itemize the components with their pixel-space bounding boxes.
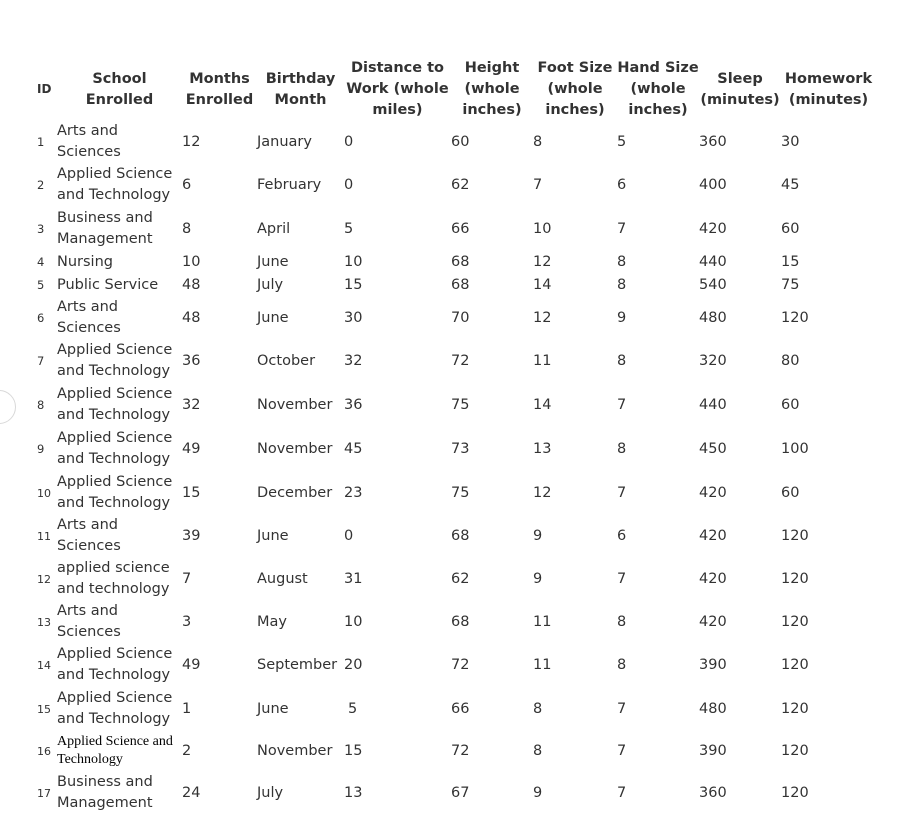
cell-sleep: 440 xyxy=(699,396,727,413)
cell-birthday: August xyxy=(257,570,308,587)
table-row xyxy=(37,771,876,815)
cell-distance: 0 xyxy=(344,133,354,150)
cell-sleep: 420 xyxy=(699,220,727,237)
cell-height: 72 xyxy=(451,742,470,759)
table-row xyxy=(37,557,876,601)
cell-sleep: 420 xyxy=(699,527,727,544)
cell-distance: 0 xyxy=(344,527,354,544)
cell-sleep: 480 xyxy=(699,309,727,326)
table-row xyxy=(37,121,876,163)
data-table xyxy=(37,58,876,815)
cell-sleep: 540 xyxy=(699,277,727,293)
header-row xyxy=(37,58,876,121)
cell-hand: 9 xyxy=(617,309,627,326)
cell-homework: 120 xyxy=(781,656,809,673)
cell-distance: 15 xyxy=(344,742,363,759)
cell-distance: 10 xyxy=(344,254,363,270)
cell-id: 17 xyxy=(37,786,51,800)
cell-homework: 120 xyxy=(781,613,809,630)
cell-sleep: 360 xyxy=(699,133,727,150)
cell-school: Business and Management xyxy=(57,210,153,247)
cell-height: 72 xyxy=(451,352,470,369)
cell-birthday: June xyxy=(257,700,289,717)
header-hand: Hand Size (whole inches) xyxy=(617,60,699,118)
cell-homework: 60 xyxy=(781,220,800,237)
cell-height: 72 xyxy=(451,656,470,673)
cell-height: 67 xyxy=(451,784,470,801)
cell-months: 15 xyxy=(182,484,201,501)
cell-height: 68 xyxy=(451,613,470,630)
cell-foot: 14 xyxy=(533,396,552,413)
cell-hand: 7 xyxy=(617,742,627,759)
cell-hand: 7 xyxy=(617,220,627,237)
cell-school: Arts and Sciences xyxy=(57,603,121,640)
cell-hand: 7 xyxy=(617,570,627,587)
cell-foot: 8 xyxy=(533,133,543,150)
cell-height: 62 xyxy=(451,176,470,193)
cell-birthday: June xyxy=(257,254,289,270)
cell-hand: 8 xyxy=(617,277,627,293)
cell-school: Applied Science and Technology xyxy=(57,430,173,467)
cell-foot: 9 xyxy=(533,784,543,801)
cell-height: 70 xyxy=(451,309,470,326)
cell-months: 32 xyxy=(182,396,201,413)
header-months: Months Enrolled xyxy=(185,70,254,108)
cell-distance: 32 xyxy=(344,352,363,369)
cell-birthday: September xyxy=(257,656,338,673)
cell-school: Nursing xyxy=(57,254,113,270)
cell-distance: 15 xyxy=(344,277,363,293)
cell-homework: 15 xyxy=(781,254,800,270)
cell-homework: 100 xyxy=(781,440,809,457)
cell-birthday: January xyxy=(257,133,312,150)
table-row xyxy=(37,515,876,557)
cell-birthday: December xyxy=(257,484,333,501)
cell-height: 66 xyxy=(451,700,470,717)
table-row xyxy=(37,601,876,643)
cell-months: 48 xyxy=(182,277,201,293)
table-row xyxy=(37,251,876,274)
cell-school: Applied Science and Technology xyxy=(57,690,173,727)
cell-birthday: May xyxy=(257,613,287,630)
cell-school: Arts and Sciences xyxy=(57,299,121,336)
table-row xyxy=(37,383,876,427)
cell-sleep: 390 xyxy=(699,742,727,759)
cell-height: 68 xyxy=(451,527,470,544)
cell-hand: 6 xyxy=(617,176,627,193)
cell-months: 12 xyxy=(182,133,201,150)
cell-foot: 12 xyxy=(533,484,552,501)
table-body xyxy=(37,121,876,815)
cell-sleep: 440 xyxy=(699,254,727,270)
cell-foot: 8 xyxy=(533,700,543,717)
header-height: Height (whole inches) xyxy=(462,60,522,118)
cell-distance: 23 xyxy=(344,484,363,501)
cell-height: 60 xyxy=(451,133,470,150)
cell-hand: 7 xyxy=(617,700,627,717)
cell-foot: 9 xyxy=(533,570,543,587)
cell-school: Public Service xyxy=(57,277,159,293)
cell-birthday: July xyxy=(257,784,284,801)
cell-homework: 120 xyxy=(781,570,809,587)
cell-distance: 0 xyxy=(344,176,354,193)
cell-months: 6 xyxy=(182,176,192,193)
cell-school: Applied Science and Technology xyxy=(57,734,173,767)
cell-id: 16 xyxy=(37,744,51,758)
cell-height: 68 xyxy=(451,254,470,270)
cell-school: Applied Science and Technology xyxy=(57,342,173,379)
cell-foot: 7 xyxy=(533,176,543,193)
cell-foot: 8 xyxy=(533,742,543,759)
cell-months: 8 xyxy=(182,220,192,237)
table-row xyxy=(37,731,876,771)
cell-birthday: October xyxy=(257,352,316,369)
cell-sleep: 420 xyxy=(699,484,727,501)
cell-distance: 20 xyxy=(344,656,363,673)
cell-school: Applied Science and Technology xyxy=(57,386,173,423)
header-id: ID xyxy=(37,82,52,96)
cell-months: 10 xyxy=(182,254,201,270)
header-school: School Enrolled xyxy=(85,70,154,108)
cell-months: 49 xyxy=(182,440,201,457)
cell-months: 49 xyxy=(182,656,201,673)
cell-birthday: February xyxy=(257,176,322,193)
cell-id: 5 xyxy=(37,278,45,292)
cell-distance: 13 xyxy=(344,784,363,801)
cell-id: 8 xyxy=(37,397,45,412)
cell-hand: 8 xyxy=(617,254,627,270)
cell-birthday: June xyxy=(257,527,289,544)
cell-id: 7 xyxy=(37,353,45,368)
cell-months: 48 xyxy=(182,309,201,326)
cell-id: 11 xyxy=(37,529,51,543)
cell-birthday: November xyxy=(257,396,333,413)
cell-homework: 60 xyxy=(781,484,800,501)
cell-distance: 5 xyxy=(348,700,358,717)
table-row xyxy=(37,163,876,207)
cell-birthday: June xyxy=(257,309,289,326)
table-row xyxy=(37,207,876,251)
cell-height: 75 xyxy=(451,396,470,413)
cell-id: 10 xyxy=(37,486,51,500)
cell-school: Business and Management xyxy=(57,774,153,811)
cell-months: 24 xyxy=(182,784,201,801)
cell-birthday: November xyxy=(257,440,333,457)
cell-height: 75 xyxy=(451,484,470,501)
cell-sleep: 360 xyxy=(699,784,727,801)
cell-foot: 11 xyxy=(533,352,552,369)
table-row xyxy=(37,687,876,731)
header-sleep: Sleep (minutes) xyxy=(700,70,780,108)
cell-height: 73 xyxy=(451,440,470,457)
table-row xyxy=(37,339,876,383)
cell-height: 66 xyxy=(451,220,470,237)
cell-months: 1 xyxy=(182,700,192,717)
cell-school: Arts and Sciences xyxy=(57,517,121,554)
header-distance: Distance to Work (whole miles) xyxy=(346,60,449,118)
cell-birthday: November xyxy=(257,742,333,759)
scroll-handle[interactable] xyxy=(0,390,16,424)
cell-hand: 8 xyxy=(617,440,627,457)
cell-id: 2 xyxy=(37,177,45,192)
cell-sleep: 420 xyxy=(699,570,727,587)
cell-homework: 45 xyxy=(781,176,800,193)
cell-foot: 11 xyxy=(533,613,552,630)
cell-school: Applied Science and Technology xyxy=(57,166,173,203)
cell-height: 68 xyxy=(451,277,470,293)
cell-foot: 9 xyxy=(533,527,543,544)
table-row xyxy=(37,427,876,471)
table-row xyxy=(37,471,876,515)
cell-id: 3 xyxy=(37,221,45,236)
cell-birthday: April xyxy=(257,220,291,237)
cell-hand: 8 xyxy=(617,613,627,630)
table-row xyxy=(37,274,876,297)
cell-months: 2 xyxy=(182,742,192,759)
cell-hand: 5 xyxy=(617,133,627,150)
cell-distance: 10 xyxy=(344,613,363,630)
header-homework: Homework (minutes) xyxy=(784,70,873,108)
table-row xyxy=(37,643,876,687)
cell-hand: 8 xyxy=(617,656,627,673)
cell-foot: 11 xyxy=(533,656,552,673)
cell-hand: 7 xyxy=(617,396,627,413)
cell-sleep: 480 xyxy=(699,700,727,717)
cell-foot: 14 xyxy=(533,277,552,293)
cell-id: 15 xyxy=(37,702,51,716)
cell-homework: 75 xyxy=(781,277,800,293)
cell-foot: 12 xyxy=(533,309,552,326)
cell-birthday: July xyxy=(257,277,284,293)
cell-id: 4 xyxy=(37,255,45,269)
header-foot: Foot Size (whole inches) xyxy=(537,60,613,118)
cell-hand: 8 xyxy=(617,352,627,369)
cell-months: 36 xyxy=(182,352,201,369)
cell-id: 12 xyxy=(37,572,51,586)
cell-id: 9 xyxy=(37,441,45,456)
cell-school: Applied Science and Technology xyxy=(57,474,173,511)
table-row xyxy=(37,297,876,339)
cell-distance: 30 xyxy=(344,309,363,326)
cell-months: 7 xyxy=(182,570,192,587)
cell-foot: 13 xyxy=(533,440,552,457)
cell-id: 13 xyxy=(37,615,51,629)
cell-months: 3 xyxy=(182,613,192,630)
cell-distance: 45 xyxy=(344,440,363,457)
cell-id: 14 xyxy=(37,658,51,672)
cell-id: 1 xyxy=(37,134,45,149)
cell-homework: 120 xyxy=(781,309,809,326)
cell-sleep: 390 xyxy=(699,656,727,673)
cell-distance: 36 xyxy=(344,396,363,413)
cell-homework: 30 xyxy=(781,133,800,150)
cell-school: Applied Science and Technology xyxy=(57,646,173,683)
cell-hand: 7 xyxy=(617,484,627,501)
cell-sleep: 420 xyxy=(699,613,727,630)
cell-sleep: 320 xyxy=(699,352,727,369)
data-table-container xyxy=(37,58,876,815)
cell-months: 39 xyxy=(182,527,201,544)
cell-distance: 31 xyxy=(344,570,363,587)
cell-hand: 7 xyxy=(617,784,627,801)
cell-homework: 80 xyxy=(781,352,800,369)
cell-school: applied science and technology xyxy=(57,560,170,597)
cell-homework: 120 xyxy=(781,527,809,544)
cell-foot: 12 xyxy=(533,254,552,270)
cell-height: 62 xyxy=(451,570,470,587)
cell-distance: 5 xyxy=(344,220,354,237)
cell-homework: 120 xyxy=(781,742,809,759)
cell-school: Arts and Sciences xyxy=(57,123,121,160)
cell-sleep: 450 xyxy=(699,440,727,457)
cell-id: 6 xyxy=(37,310,45,325)
cell-homework: 120 xyxy=(781,700,809,717)
header-birthday: Birthday Month xyxy=(265,70,336,108)
cell-sleep: 400 xyxy=(699,176,727,193)
cell-hand: 6 xyxy=(617,527,627,544)
cell-homework: 120 xyxy=(781,784,809,801)
cell-homework: 60 xyxy=(781,396,800,413)
cell-foot: 10 xyxy=(533,220,552,237)
